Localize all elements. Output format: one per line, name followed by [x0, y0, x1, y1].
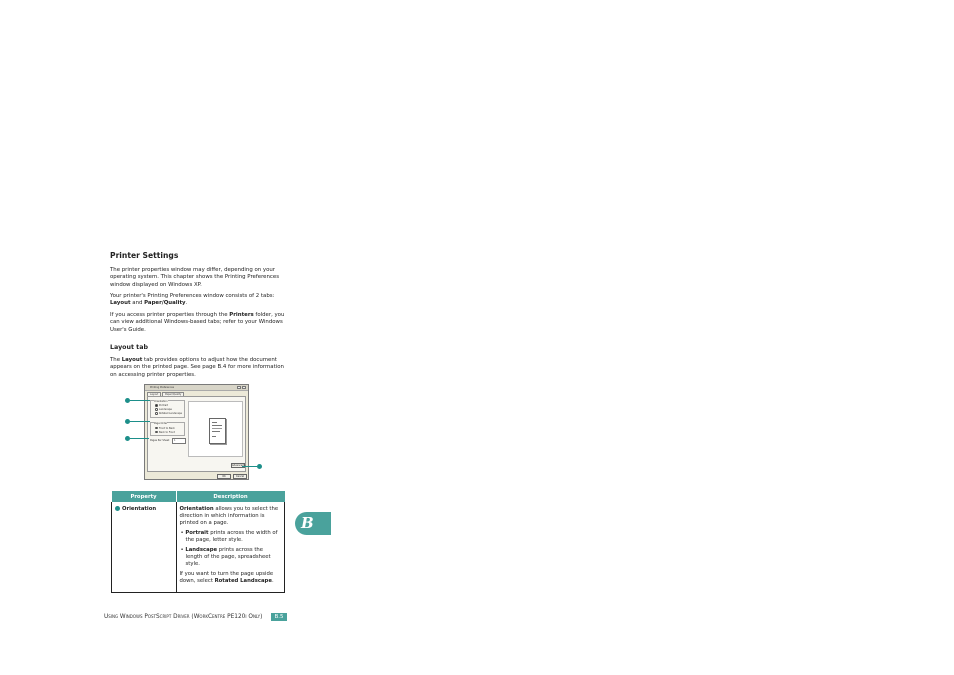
page-number: B.5 — [271, 613, 287, 621]
preview-page — [209, 418, 226, 444]
tabs-paragraph: Your printer's Printing Preferences window consists of 2 tabs: Layout and Paper/Quality. — [110, 293, 275, 307]
advanced-button: Advanced... — [232, 464, 247, 467]
property-header: Property — [112, 491, 177, 502]
list-item: • Landscape prints across the length of the page, spreadsheet style. — [180, 547, 271, 567]
section-heading: Printer Settings — [110, 251, 179, 260]
tab-layout: Layout — [147, 392, 161, 396]
callout-4 — [257, 464, 262, 469]
front-to-back-radio — [155, 427, 158, 430]
portrait-radio — [155, 404, 158, 407]
orientation-label: Orientation — [154, 399, 168, 403]
pages-per-sheet-select: 1 — [172, 438, 186, 444]
page-footer: Using Windows PostScript Driver (WorkCentre PE120i Only) — [104, 614, 263, 620]
callout-number-1 — [115, 506, 120, 511]
callout-4-line — [242, 466, 257, 467]
page-order-label: Page Order — [154, 421, 168, 425]
tab-paper-quality: Paper/Quality — [162, 392, 184, 396]
ok-button: OK — [217, 474, 231, 479]
rotated-landscape-radio — [155, 412, 158, 415]
orientation-group — [150, 400, 185, 418]
window-title: Printing Preferences — [150, 385, 175, 389]
property-cell: Orientation — [112, 502, 177, 593]
cancel-button: Cancel — [233, 474, 247, 479]
callout-1-line — [130, 400, 150, 401]
window-titlebar — [145, 385, 248, 391]
layout-tab-heading: Layout tab — [110, 344, 148, 351]
intro-paragraph: The printer properties window may differ, depending on your operating system. This chapter shows the Printing Preferences window displayed on Windows XP. — [110, 267, 279, 288]
portrait-option: Portrait — [159, 404, 168, 407]
rotated-landscape-option: Rotated Landscape — [159, 412, 182, 415]
list-item: • Portrait prints across the width of the page, letter style. — [180, 530, 278, 543]
layout-paragraph: The Layout tab provides options to adjust how the document appears on the printed page. See page B.4 for more information on accessing printer properties. — [110, 357, 284, 378]
landscape-radio — [155, 408, 158, 411]
page-order-group — [150, 422, 185, 436]
printers-folder-paragraph: If you access printer properties through the Printers folder, you can view additional Windows-based tabs; refer to your Windows User's Guide. — [110, 312, 285, 333]
back-to-front-radio — [155, 431, 158, 434]
close-icon — [242, 386, 246, 390]
table-row — [112, 502, 285, 593]
pages-per-sheet-label: Pages Per Sheet — [150, 439, 170, 442]
callout-3-line — [130, 438, 149, 439]
description-cell: Orientation allows you to select the direction in which information is printed on a page. • Portrait prints across the width of the page, letter style. • Landscape prints across the length of the page, spreadsheet style. If you want to turn the page upside down, select Rotated Landscape. — [176, 502, 285, 593]
property-table — [111, 491, 285, 593]
printing-preferences-screenshot — [144, 384, 249, 480]
landscape-option: Landscape — [159, 408, 172, 411]
appendix-tab: B — [295, 512, 331, 535]
help-icon — [237, 386, 241, 390]
back-to-front-option: Back to Front — [159, 430, 175, 434]
description-header: Description — [176, 491, 285, 502]
front-to-back-option: Front to Back — [159, 426, 175, 430]
page-preview — [188, 401, 243, 457]
layout-panel — [147, 396, 246, 472]
callout-2-line — [130, 421, 150, 422]
